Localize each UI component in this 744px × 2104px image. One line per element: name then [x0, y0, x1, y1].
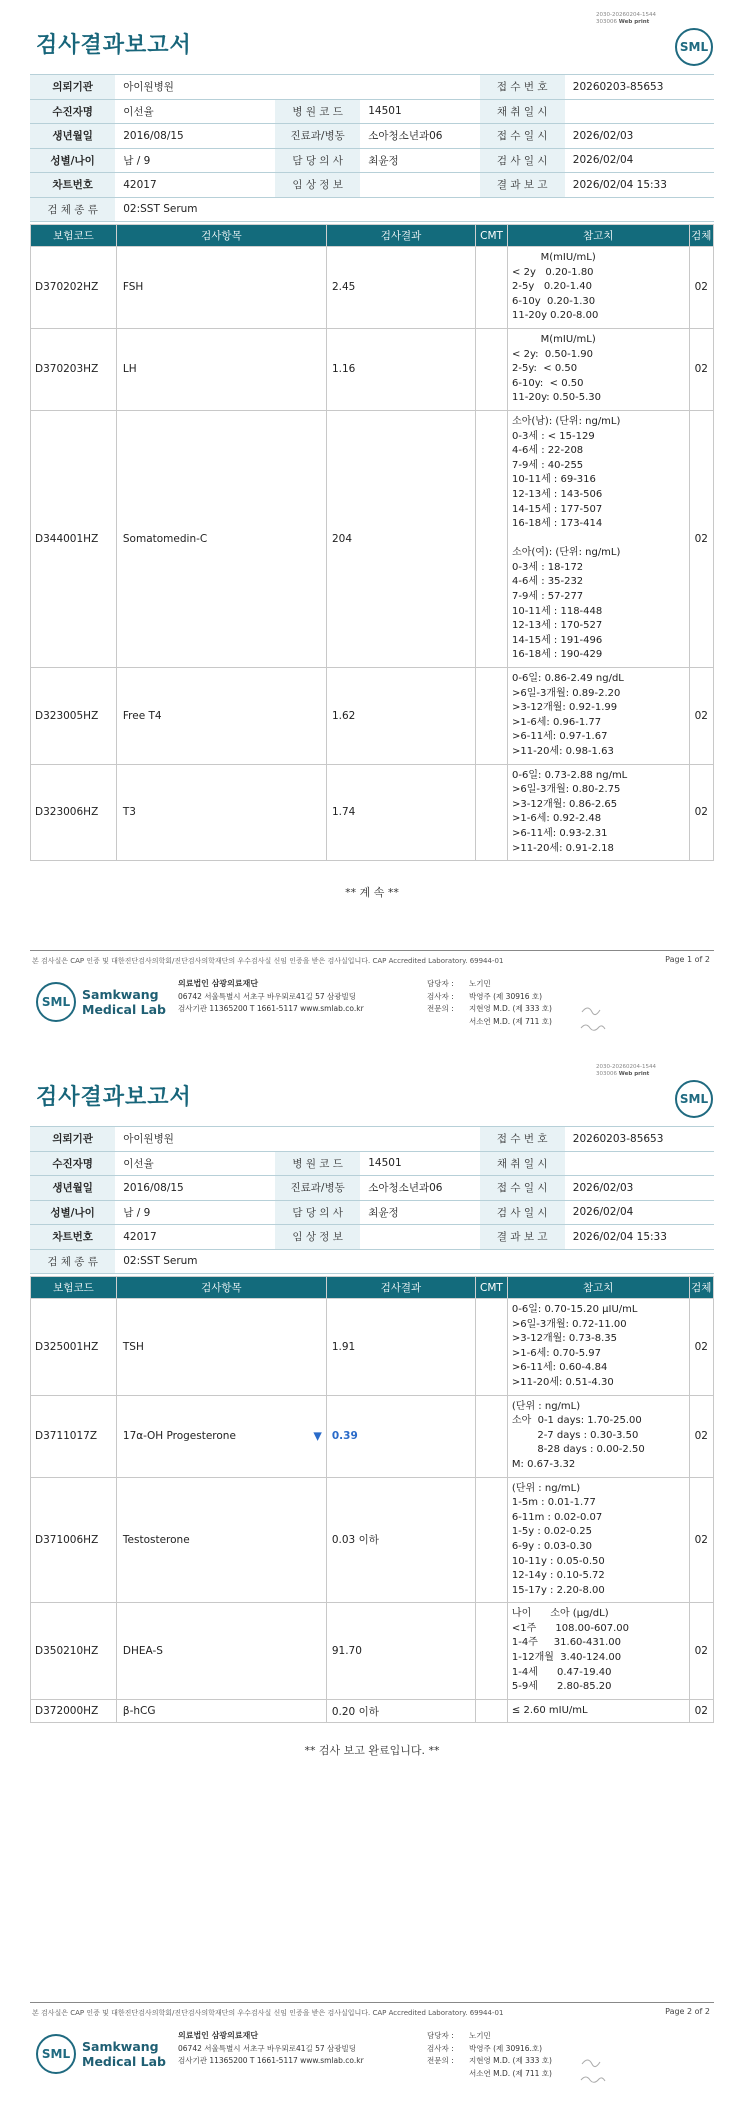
table-row: [31, 1395, 714, 1477]
test-date-label: 검 사 일 시: [480, 148, 565, 173]
stamp-line: 2030-20260204-1544: [596, 1064, 656, 1070]
reference-range: M(mIU/mL) < 2y 0.20-1.80 2-5y 0.20-1.40 6-10y 0.20-1.30 11-20y 0.20-8.00: [508, 247, 690, 329]
table-row: [31, 1699, 714, 1723]
results-table: [30, 1276, 714, 1723]
hosp-code-value: 14501: [360, 1151, 479, 1176]
page-number: Page 1 of 2: [665, 955, 710, 964]
staff-key: 검사자 :: [427, 991, 454, 1001]
insurance-code: D344001HZ: [31, 410, 117, 667]
staff-value: 노기민: [469, 2031, 491, 2040]
report-page-2: [0, 1052, 744, 2104]
report-value: 2026/02/04 15:33: [565, 173, 714, 198]
test-result: 0.39: [326, 1395, 475, 1477]
test-item-label: β-hCG: [122, 1705, 156, 1718]
comment: [475, 1299, 507, 1396]
specimen-label: 검 체 종 류: [30, 1249, 115, 1274]
comment: [476, 668, 508, 765]
patient-info-table: [30, 1126, 714, 1274]
staff-value: 지현영 M.D. (제 333 호): [469, 2056, 552, 2065]
low-flag-icon: ▼: [313, 1429, 322, 1443]
specimen-code: 02: [689, 1603, 713, 1700]
corp-address: 06742 서울특별시 서초구 바우뫼로41길 57 삼광빌딩: [178, 991, 357, 1001]
test-date-label: 검 사 일 시: [480, 1200, 565, 1225]
receipt-no-value: 20260203-85653: [565, 1127, 714, 1152]
table-row: [31, 764, 714, 861]
reference-range: (단위 : ng/mL) 1-5m : 0.01-1.77 6-11m : 0.02-0.07 1-5y : 0.02-0.25 6-9y : 0.03-0.30 10-11y : 0.05-0.50 12-14y : 0.10-5.72 15-17y : 2.20-8.00: [507, 1477, 689, 1603]
complete-note: ** 검사 보고 완료입니다. **: [304, 1744, 440, 1757]
report-value: 2026/02/04 15:33: [565, 1225, 714, 1250]
hosp-code-value: 14501: [360, 99, 479, 124]
comment: [476, 764, 508, 861]
specimen-code: 02: [689, 328, 713, 410]
table-row: [31, 668, 714, 765]
comment: [476, 247, 508, 329]
dept-label: 진료과/병동: [275, 1176, 360, 1201]
test-item-label: 17α-OH Progesterone: [122, 1430, 236, 1443]
dob-value: 2016/08/15: [115, 124, 275, 149]
sml-mark: SML: [36, 982, 76, 1022]
results-table: [30, 224, 714, 861]
dob-label: 생년월일: [30, 1176, 115, 1201]
col-header: 참고치: [508, 225, 690, 247]
staff-info: [427, 2030, 552, 2080]
test-item: [116, 1299, 326, 1396]
hospital-label: 의뢰기관: [30, 75, 115, 100]
brand-line: Medical Lab: [82, 1002, 166, 1017]
specimen-value: 02:SST Serum: [115, 1249, 714, 1274]
reference-range: 나이 소아 (μg/dL) <1주 108.00-607.00 1-4주 31.60-431.00 1-12개월 3.40-124.00 1-4세 0.47-19.40 5-9세 2.80-85.20: [507, 1603, 689, 1700]
report-title: 검사결과보고서: [36, 1085, 192, 1110]
insurance-code: D370203HZ: [31, 328, 117, 410]
receipt-no-label: 접 수 번 호: [480, 1127, 565, 1152]
test-result: 1.74: [326, 764, 475, 861]
brand-line: Samkwang: [82, 987, 159, 1002]
test-result: 1.16: [326, 328, 475, 410]
comment: [475, 1395, 507, 1477]
reference-range: 0-6일: 0.73-2.88 ng/mL >6일-3개월: 0.80-2.75 >3-12개월: 0.86-2.65 >1-6세: 0.92-2.48 >6-11세: 0.93-2.31 >11-20세: 0.91-2.18: [508, 764, 690, 861]
print-stamp: [596, 12, 656, 26]
col-header: 참고치: [507, 1277, 689, 1299]
footer-note: 본 검사실은 CAP 인증 및 대한진단검사의학회/진단검사의학재단의 우수검사실 신임 인증을 받은 검사실입니다. CAP Accredited Laboratory. 69944-01: [32, 957, 504, 965]
sex-age-label: 성별/나이: [30, 1200, 115, 1225]
patient-value: 이선율: [115, 99, 275, 124]
report-label: 결 과 보 고: [480, 173, 565, 198]
dept-value: 소아청소년과06: [360, 1176, 479, 1201]
collect-label: 채 취 일 시: [480, 1151, 565, 1176]
receipt-date-value: 2026/02/03: [565, 1176, 714, 1201]
staff-key: [427, 2068, 469, 2081]
brand-line: Medical Lab: [82, 2054, 166, 2069]
footer-note: 본 검사실은 CAP 인증 및 대한진단검사의학회/진단검사의학재단의 우수검사실 신임 인증을 받은 검사실입니다. CAP Accredited Laboratory. 69944-01: [32, 2009, 504, 2017]
clinical-value: [360, 1225, 479, 1250]
test-date-value: 2026/02/04: [565, 148, 714, 173]
comment: [475, 1699, 507, 1723]
test-item-label: T3: [122, 806, 136, 819]
test-item: [116, 1395, 326, 1477]
specimen-code: 02: [689, 410, 713, 667]
col-header: 검체: [689, 1277, 713, 1299]
dob-label: 생년월일: [30, 124, 115, 149]
reference-range: 소아(남): (단위: ng/mL) 0-3세 : < 15-129 4-6세 : 22-208 7-9세 : 40-255 10-11세 : 69-316 12-13세 : 143-506 14-15세 : 177-507 16-18세 : 173-414 소아(여): (단위: ng/mL) 0-3세 : 18-172 4-6세 : 35-232 7-9세 : 57-277 10-11세 : 118-448 12-13세 : 170-527 14-15세 : 191-496 16-18세 : 190-429: [508, 410, 690, 667]
reference-range: (단위 : ng/mL) 소아 0-1 days: 1.70-25.00 2-7 days : 0.30-3.50 8-28 days : 0.00-2.50 M: 0.67-3.32: [507, 1395, 689, 1477]
doctor-label: 담 당 의 사: [275, 1200, 360, 1225]
print-stamp: [596, 1064, 656, 1078]
clinical-label: 임 상 정 보: [275, 173, 360, 198]
hospital-value: 아이원병원: [115, 75, 479, 100]
receipt-no-value: 20260203-85653: [565, 75, 714, 100]
doctor-label: 담 당 의 사: [275, 148, 360, 173]
staff-key: 전문의 :: [427, 1004, 454, 1013]
sex-age-label: 성별/나이: [30, 148, 115, 173]
insurance-code: D3711017Z: [31, 1395, 117, 1477]
test-item-label: Testosterone: [122, 1533, 190, 1546]
report-label: 결 과 보 고: [480, 1225, 565, 1250]
collect-label: 채 취 일 시: [480, 99, 565, 124]
test-item: [116, 764, 326, 861]
stamp-line: 303006: [596, 1071, 618, 1077]
receipt-date-label: 접 수 일 시: [480, 124, 565, 149]
clinical-value: [360, 173, 479, 198]
signature: [578, 1002, 608, 1041]
page-number: Page 2 of 2: [665, 2007, 710, 2016]
sml-logo: SML: [675, 28, 713, 66]
staff-value: 박영주 (제 30916 호): [469, 991, 543, 1001]
test-item: [116, 1477, 326, 1603]
test-date-value: 2026/02/04: [565, 1200, 714, 1225]
table-row: [31, 1477, 714, 1603]
samkwang-logo: [36, 2034, 166, 2074]
insurance-code: D372000HZ: [31, 1699, 117, 1723]
table-row: [31, 328, 714, 410]
clinical-label: 임 상 정 보: [275, 1225, 360, 1250]
chart-label: 차트번호: [30, 173, 115, 198]
comment: [476, 328, 508, 410]
insurance-code: D325001HZ: [31, 1299, 117, 1396]
sml-logo: SML: [675, 1080, 713, 1118]
insurance-code: D323005HZ: [31, 668, 117, 765]
staff-value: 박영주 (제 30916.호): [469, 2043, 543, 2053]
specimen-code: 02: [689, 1477, 713, 1603]
sex-age-value: 남 / 9: [115, 1200, 275, 1225]
test-result: 0.20 이하: [326, 1699, 475, 1723]
test-item: [116, 247, 326, 329]
collect-value: [565, 99, 714, 124]
table-row: [31, 410, 714, 667]
test-item-label: LH: [122, 363, 137, 376]
continue-note: ** 계 속 **: [345, 886, 399, 899]
patient-info-table: [30, 74, 714, 222]
test-item: [116, 668, 326, 765]
staff-key: [427, 1016, 469, 1029]
table-row: [31, 1299, 714, 1396]
stamp-line: 303006: [596, 19, 618, 25]
insurance-code: D350210HZ: [31, 1603, 117, 1700]
table-row: [31, 1603, 714, 1700]
test-item-label: FSH: [122, 281, 144, 294]
comment: [476, 410, 508, 667]
test-result: 1.62: [326, 668, 475, 765]
signature: [578, 2054, 608, 2093]
patient-value: 이선율: [115, 1151, 275, 1176]
corp-info: [178, 978, 364, 1016]
hosp-code-label: 병 원 코 드: [275, 1151, 360, 1176]
receipt-no-label: 접 수 번 호: [480, 75, 565, 100]
hospital-label: 의뢰기관: [30, 1127, 115, 1152]
test-result: 2.45: [326, 247, 475, 329]
insurance-code: D370202HZ: [31, 247, 117, 329]
reference-range: 0-6일: 0.86-2.49 ng/dL >6일-3개월: 0.89-2.20 >3-12개월: 0.92-1.99 >1-6세: 0.96-1.77 >6-11세: 0.97-1.67 >11-20세: 0.98-1.63: [508, 668, 690, 765]
chart-label: 차트번호: [30, 1225, 115, 1250]
staff-value: 서소연 M.D. (제 711 호): [469, 1016, 552, 1026]
staff-key: 검사자 :: [427, 2043, 454, 2053]
footer-divider: [30, 2002, 714, 2003]
stamp-line: Web print: [618, 1071, 650, 1077]
staff-key: 담당자 :: [427, 2031, 454, 2040]
comment: [475, 1477, 507, 1603]
col-header: 검체: [689, 225, 713, 247]
receipt-date-value: 2026/02/03: [565, 124, 714, 149]
col-header: 검사항목: [116, 225, 326, 247]
col-header: CMT: [475, 1277, 507, 1299]
staff-key: 전문의 :: [427, 2056, 454, 2065]
test-result: 0.03 이하: [326, 1477, 475, 1603]
insurance-code: D323006HZ: [31, 764, 117, 861]
patient-label: 수진자명: [30, 1151, 115, 1176]
sml-mark: SML: [36, 2034, 76, 2074]
corp-name: 의료법인 삼광의료재단: [178, 2031, 259, 2040]
test-item: [116, 410, 326, 667]
patient-label: 수진자명: [30, 99, 115, 124]
specimen-value: 02:SST Serum: [115, 197, 714, 222]
specimen-code: 02: [689, 1699, 713, 1723]
col-header: 검사결과: [326, 225, 475, 247]
col-header: CMT: [476, 225, 508, 247]
specimen-code: 02: [689, 764, 713, 861]
test-item: [116, 328, 326, 410]
staff-value: 노기민: [469, 979, 491, 988]
staff-key: 담당자 :: [427, 979, 454, 988]
corp-name: 의료법인 삼광의료재단: [178, 979, 259, 988]
chart-value: 42017: [115, 173, 275, 198]
hospital-value: 아이원병원: [115, 1127, 479, 1152]
stamp-line: 2030-20260204-1544: [596, 12, 656, 18]
collect-value: [565, 1151, 714, 1176]
footer-divider: [30, 950, 714, 951]
specimen-code: 02: [689, 247, 713, 329]
report-title: 검사결과보고서: [36, 33, 192, 58]
staff-value: 지현영 M.D. (제 333 호): [469, 1004, 552, 1013]
corp-contact: 검사기관 11365200 T 1661-5117 www.smlab.co.kr: [178, 2056, 364, 2065]
test-item-label: Somatomedin-C: [122, 532, 208, 545]
test-item-label: TSH: [122, 1340, 144, 1353]
receipt-date-label: 접 수 일 시: [480, 1176, 565, 1201]
samkwang-logo: [36, 982, 166, 1022]
reference-range: ≤ 2.60 mIU/mL: [507, 1699, 689, 1723]
corp-contact: 검사기관 11365200 T 1661-5117 www.smlab.co.kr: [178, 1004, 364, 1013]
test-item-label: DHEA-S: [122, 1645, 163, 1658]
test-result: 204: [326, 410, 475, 667]
hosp-code-label: 병 원 코 드: [275, 99, 360, 124]
doctor-value: 최윤정: [360, 148, 479, 173]
col-header: 검사항목: [116, 1277, 326, 1299]
corp-address: 06742 서울특별시 서초구 바우뫼로41길 57 삼광빌딩: [178, 2043, 357, 2053]
test-item-label: Free T4: [122, 709, 162, 722]
specimen-code: 02: [689, 668, 713, 765]
col-header: 검사결과: [326, 1277, 475, 1299]
specimen-code: 02: [689, 1395, 713, 1477]
table-row: [31, 247, 714, 329]
brand-line: Samkwang: [82, 2039, 159, 2054]
specimen-label: 검 체 종 류: [30, 197, 115, 222]
specimen-code: 02: [689, 1299, 713, 1396]
staff-value: 서소연 M.D. (제 711 호): [469, 2068, 552, 2078]
test-item: [116, 1603, 326, 1700]
col-header: 보험코드: [31, 1277, 117, 1299]
staff-info: [427, 978, 552, 1028]
corp-info: [178, 2030, 364, 2068]
test-result: 1.91: [326, 1299, 475, 1396]
reference-range: M(mIU/mL) < 2y: 0.50-1.90 2-5y: < 0.50 6-10y: < 0.50 11-20y: 0.50-5.30: [508, 328, 690, 410]
dept-value: 소아청소년과06: [360, 124, 479, 149]
stamp-line: Web print: [618, 19, 650, 25]
sex-age-value: 남 / 9: [115, 148, 275, 173]
test-item: [116, 1699, 326, 1723]
chart-value: 42017: [115, 1225, 275, 1250]
dob-value: 2016/08/15: [115, 1176, 275, 1201]
insurance-code: D371006HZ: [31, 1477, 117, 1603]
test-result: 91.70: [326, 1603, 475, 1700]
comment: [475, 1603, 507, 1700]
reference-range: 0-6일: 0.70-15.20 μIU/mL >6일-3개월: 0.72-11.00 >3-12개월: 0.73-8.35 >1-6세: 0.70-5.97 >6-11세: 0.60-4.84 >11-20세: 0.51-4.30: [507, 1299, 689, 1396]
doctor-value: 최윤정: [360, 1200, 479, 1225]
col-header: 보험코드: [31, 225, 117, 247]
dept-label: 진료과/병동: [275, 124, 360, 149]
